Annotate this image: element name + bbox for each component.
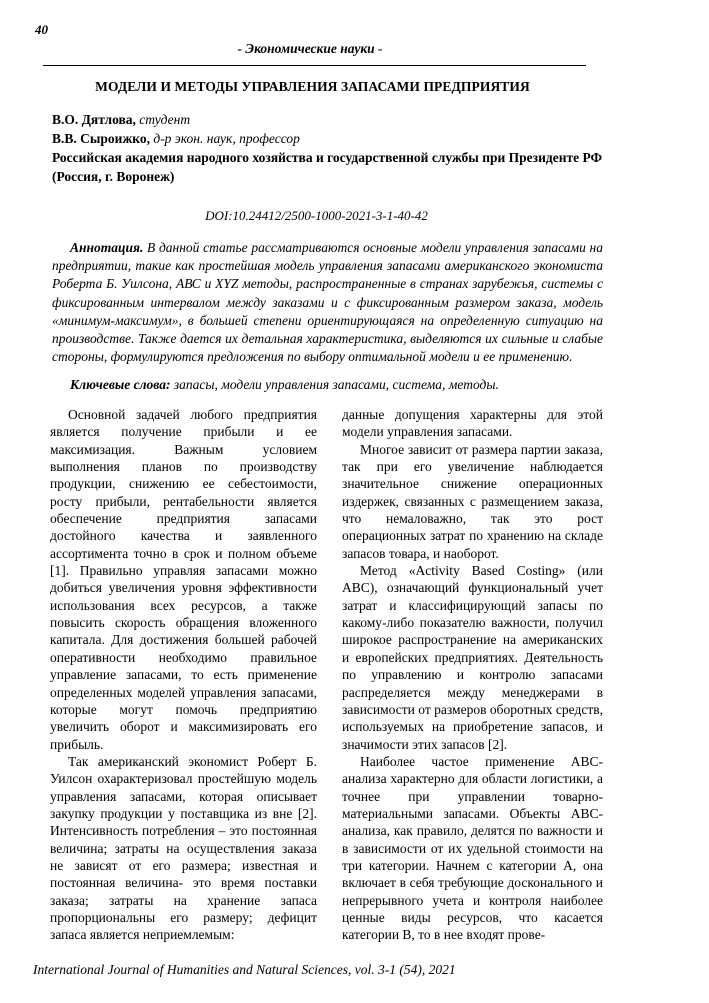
- author-name: В.В. Сыроижко,: [52, 131, 150, 146]
- abstract-label: Аннотация.: [70, 240, 144, 255]
- body-column-right: [342, 406, 603, 944]
- paragraph: Основной задачей любого предприятия является получение прибыли и ее максимизация. Важным условием выполнения планов по производству продукции, снижению ее себестоимости, росту прибыли, рентабельности является обеспечение предприятия запасами достойного качества и заявленного ассортимента точно в срок и полном объеме [1]. Правильно управляя запасами можно добиться увеличения уровня эффективности использования всех ресурсов, а также повысить скорость обращения вложенного капитала. Для достижения большей рабочей оперативности необходимо правильное управление запасами, то есть применение определенных моделей управления запасами, которые могут помочь предприятию увеличить оборот и максимизировать его прибыль.: [50, 407, 317, 752]
- doi: DOI:10.24412/2500-1000-2021-3-1-40-42: [205, 208, 428, 223]
- keywords-label: Ключевые слова:: [70, 377, 171, 392]
- author-block: [52, 110, 612, 186]
- article-title: МОДЕЛИ И МЕТОДЫ УПРАВЛЕНИЯ ЗАПАСАМИ ПРЕДПРИЯТИЯ: [95, 79, 530, 94]
- author-role: д-р экон. наук, профессор: [153, 131, 300, 146]
- location: (Россия, г. Воронеж): [52, 169, 175, 184]
- paragraph: Наиболее частое применение АВС-анализа характерно для области логистики, а точнее при управлении товарно-материальными запасами. Объекты АВС-анализа, как правило, делятся по важности и в зависимости от их удельной стоимости на три категории. Начнем с категории А, она включает в себя требующие досконального и непрерывного учета и контроля наиболее ценные виды ресурсов, что касается категории В, то в нее входят прове-: [342, 753, 603, 943]
- author-name: В.О. Дятлова,: [52, 112, 136, 127]
- paragraph: Метод «Activity Based Costing» (или АВС), означающий функциональный учет затрат и классифицирующий запасы по какому-либо показателю важности, получил широкое распространение на американских и европейских предприятиях. Деятельность по управлению и контролю запасами распределяется между менеджерами в зависимости от размеров оборотных средств, используемых на приобретение запасов, и значимости этих запасов [2].: [342, 563, 603, 752]
- author-2: [52, 129, 612, 148]
- section-heading: - Экономические науки -: [237, 41, 383, 56]
- paragraph: Так американский экономист Роберт Б. Уилсон охарактеризовал простейшую модель управления запасами, которая описывает закупку продукции у поставщика из вне [2]. Интенсивность потребления – это постоянная величина; затраты на осуществления заказа не зависят от его размера; известная и постоянная величина- это время поставки заказа; затраты на хранение запаса пропорциональны его размеру; дефицит запаса является неприемлемым:: [50, 753, 317, 943]
- body-column-left: [50, 406, 317, 944]
- paragraph: Многое зависит от размера партии заказа, так при его увеличение наблюдается значительное снижение операционных издержек, связанных с размещением заказа, что немаловажно, так это рост операционных затрат по хранению на складе запасов товара, и наоборот.: [342, 441, 603, 561]
- journal-citation-footer: International Journal of Humanities and Natural Sciences, vol. 3-1 (54), 2021: [33, 962, 456, 977]
- abstract-text: В данной статье рассматриваются основные модели управления запасами на предприятии, такие как простейшая модель управления запасами американского экономиста Роберта Б. Уилсона, АВС и XYZ методы, распространенные в странах зарубежья, системы с фиксированным интервалом между заказами и с фиксированным размером заказа, модель «минимум-максимум», в большей степени ориентирующаяся на определенную ситуацию на производстве. Также дается их детальная характеристика, выделяются их сильные и слабые стороны, формулируются предложения по выбору оптимальной модели и ее применению.: [52, 240, 604, 365]
- abstract: [52, 239, 603, 366]
- paragraph: данные допущения характерны для этой модели управления запасами.: [342, 407, 603, 440]
- author-1: [52, 110, 612, 129]
- keywords-text: запасы, модели управления запасами, система, методы.: [173, 377, 499, 392]
- author-role: студент: [139, 112, 191, 127]
- page-number: 40: [35, 22, 48, 37]
- affiliation: Российская академия народного хозяйства и государственной службы при Президенте РФ: [52, 150, 603, 165]
- header-divider: [43, 65, 586, 66]
- keywords: [52, 376, 603, 394]
